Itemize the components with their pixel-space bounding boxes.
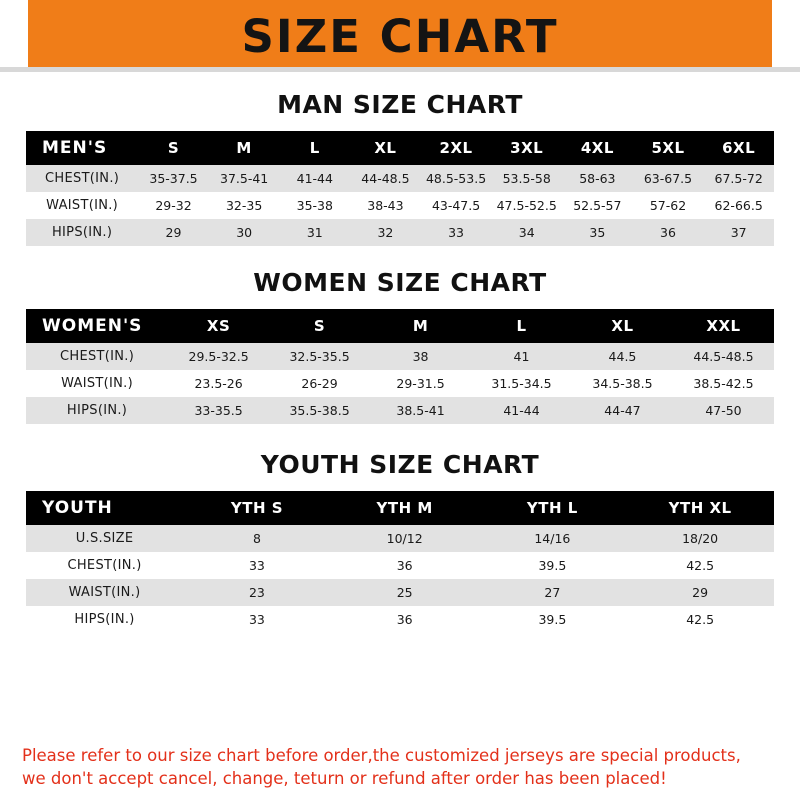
table-cell: 53.5-58 [502, 171, 551, 186]
table-header-cell: S [313, 317, 326, 335]
table-cell: 38-43 [367, 198, 404, 213]
table-cell: 62-66.5 [714, 198, 763, 213]
table-cell: 42.5 [686, 558, 715, 573]
chart-content [0, 72, 800, 731]
table-row [26, 192, 774, 219]
table-cell: 52.5-57 [573, 198, 622, 213]
table-cell: 44-48.5 [361, 171, 410, 186]
table-header-cell: XXL [706, 317, 741, 335]
row-label: WAIST(IN.) [61, 376, 133, 391]
row-label: CHEST(IN.) [67, 558, 142, 573]
table-header-cell: 5XL [651, 139, 685, 157]
table-cell: 33 [248, 558, 265, 573]
table-cell: 39.5 [538, 558, 567, 573]
table-cell: 27 [544, 585, 561, 600]
table-cell: 10/12 [386, 531, 423, 546]
row-label: WAIST(IN.) [68, 585, 141, 600]
footer-line-2: we don't accept cancel, change, teturn or refund after order has been placed! [22, 768, 667, 788]
table-cell: 37.5-41 [220, 171, 269, 186]
table-cell: 39.5 [538, 612, 567, 627]
table-cell: 33-35.5 [194, 403, 243, 418]
table-cell: 23.5-26 [194, 376, 243, 391]
table-header-row [26, 131, 774, 165]
table-header-cell: 4XL [580, 139, 614, 157]
table-row [26, 579, 774, 606]
youth-size-table [26, 491, 774, 633]
table-cell: 38.5-42.5 [693, 376, 754, 391]
table-cell: 23 [248, 585, 265, 600]
table-cell: 36 [660, 225, 676, 240]
table-row [26, 525, 774, 552]
table-cell: 63-67.5 [643, 171, 693, 186]
table-row [26, 397, 774, 424]
table-cell: 43-47.5 [431, 198, 481, 213]
table-header-cell: MEN'S [42, 138, 108, 158]
table-cell: 37 [730, 225, 747, 240]
table-header-cell: YTH XL [668, 499, 732, 517]
table-cell: 35 [589, 225, 606, 240]
table-row [26, 370, 774, 397]
table-header-cell: XL [611, 317, 634, 335]
table-header-cell: M [236, 139, 252, 157]
row-label: WAIST(IN.) [46, 198, 119, 213]
men-section-title: MAN SIZE CHART [277, 90, 523, 119]
table-cell: 57-62 [649, 198, 687, 213]
table-cell: 31 [306, 225, 323, 240]
table-header-cell: 6XL [722, 139, 756, 157]
table-cell: 32 [377, 225, 394, 240]
table-cell: 35.5-38.5 [289, 403, 350, 418]
table-header-cell: S [167, 139, 180, 157]
table-cell: 25 [396, 585, 413, 600]
table-cell: 8 [252, 531, 261, 546]
table-cell: 38 [412, 349, 429, 364]
table-cell: 41-44 [296, 171, 333, 186]
table-cell: 35-37.5 [149, 171, 198, 186]
table-cell: 29-31.5 [396, 376, 445, 391]
table-cell: 36 [396, 612, 413, 627]
table-row [26, 165, 774, 192]
table-header-cell: M [412, 317, 429, 335]
table-cell: 33 [448, 225, 465, 240]
table-row [26, 552, 774, 579]
table-cell: 31.5-34.5 [491, 376, 552, 391]
table-header-cell: XL [374, 139, 397, 157]
table-cell: 44.5 [608, 349, 637, 364]
table-cell: 58-63 [579, 171, 616, 186]
table-cell: 33 [248, 612, 265, 627]
table-header-cell: L [309, 139, 320, 157]
table-cell: 29 [165, 225, 182, 240]
banner-right-margin [772, 0, 800, 72]
row-label: HIPS(IN.) [66, 403, 128, 418]
table-row [26, 219, 774, 246]
table-header-cell: 3XL [510, 139, 544, 157]
table-header-row [26, 491, 774, 525]
table-cell: 34 [518, 225, 535, 240]
footer-disclaimer [0, 731, 800, 800]
youth-section-title: YOUTH SIZE CHART [260, 450, 540, 479]
women-size-table [26, 309, 774, 424]
table-cell: 44.5-48.5 [693, 349, 754, 364]
table-header-cell: YTH L [526, 499, 578, 517]
table-cell: 14/16 [534, 531, 571, 546]
table-cell: 42.5 [686, 612, 715, 627]
table-cell: 32.5-35.5 [289, 349, 350, 364]
table-cell: 29 [692, 585, 709, 600]
table-header-cell: 2XL [439, 139, 473, 157]
banner-underline [0, 67, 800, 72]
table-header-cell: XS [206, 317, 231, 335]
page-banner [0, 0, 800, 72]
table-header-cell: YTH M [376, 499, 433, 517]
table-cell: 30 [236, 225, 253, 240]
table-cell: 41-44 [503, 403, 540, 418]
table-header-cell: YTH S [230, 499, 284, 517]
table-row [26, 606, 774, 633]
table-cell: 18/20 [682, 531, 719, 546]
table-cell: 34.5-38.5 [592, 376, 653, 391]
women-section-title: WOMEN SIZE CHART [253, 268, 547, 297]
banner-left-margin [0, 0, 28, 72]
table-cell: 41 [513, 349, 530, 364]
row-label: HIPS(IN.) [51, 225, 113, 240]
table-cell: 38.5-41 [396, 403, 445, 418]
table-cell: 48.5-53.5 [425, 171, 487, 186]
men-size-table [26, 131, 774, 246]
row-label: U.S.SIZE [75, 531, 134, 546]
table-cell: 44-47 [604, 403, 641, 418]
table-cell: 67.5-72 [714, 171, 763, 186]
table-row [26, 343, 774, 370]
table-header-row [26, 309, 774, 343]
table-header-cell: WOMEN'S [42, 316, 143, 336]
row-label: CHEST(IN.) [60, 349, 135, 364]
row-label: HIPS(IN.) [74, 612, 135, 627]
table-cell: 36 [396, 558, 413, 573]
table-cell: 29.5-32.5 [188, 349, 249, 364]
page-title: SIZE CHART [241, 9, 559, 63]
table-cell: 47-50 [705, 403, 742, 418]
table-cell: 35-38 [296, 198, 333, 213]
row-label: CHEST(IN.) [45, 171, 120, 186]
table-cell: 26-29 [301, 376, 338, 391]
table-header-cell: L [516, 317, 527, 335]
table-header-cell: YOUTH [42, 498, 113, 518]
table-cell: 47.5-52.5 [496, 198, 557, 213]
table-cell: 32-35 [225, 198, 263, 213]
table-cell: 29-32 [155, 198, 192, 213]
footer-line-1: Please refer to our size chart before order,the customized jerseys are special products, [22, 746, 741, 766]
